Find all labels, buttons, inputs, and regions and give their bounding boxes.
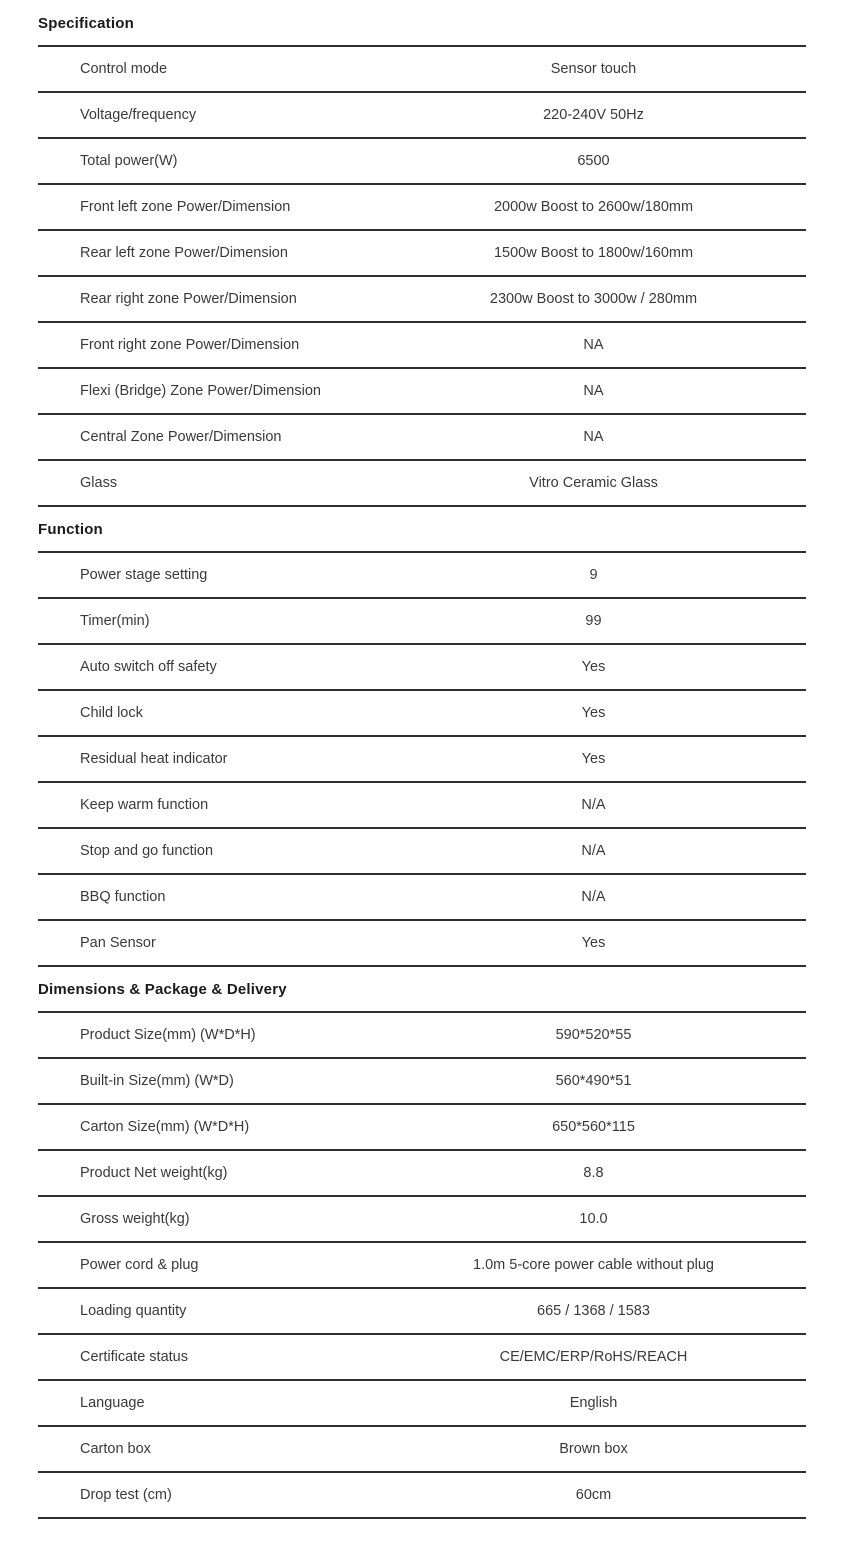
row-value: Yes bbox=[581, 659, 606, 675]
row-value: 60cm bbox=[575, 1487, 612, 1503]
table-row bbox=[38, 323, 806, 369]
row-label: Loading quantity bbox=[80, 1303, 187, 1319]
row-value: N/A bbox=[581, 889, 606, 905]
row-value: N/A bbox=[581, 843, 606, 859]
row-label: Residual heat indicator bbox=[80, 751, 228, 767]
row-label: Certificate status bbox=[80, 1349, 188, 1365]
row-value: English bbox=[569, 1395, 618, 1411]
row-value: 665 / 1368 / 1583 bbox=[537, 1303, 650, 1319]
row-label: Built-in Size(mm) (W*D) bbox=[80, 1073, 234, 1089]
row-label: Product Net weight(kg) bbox=[80, 1165, 228, 1181]
row-label: BBQ function bbox=[80, 889, 166, 905]
row-label: Front right zone Power/Dimension bbox=[80, 337, 300, 353]
table-row bbox=[38, 231, 806, 277]
row-value: Yes bbox=[581, 705, 606, 721]
table-row bbox=[38, 1151, 806, 1197]
table-row bbox=[38, 1105, 806, 1151]
row-value: Yes bbox=[581, 935, 606, 951]
row-value: 10.0 bbox=[579, 1211, 608, 1227]
row-label: Rear left zone Power/Dimension bbox=[80, 245, 288, 261]
row-label: Stop and go function bbox=[80, 843, 214, 859]
row-value: Yes bbox=[581, 751, 606, 767]
section-header: Specification bbox=[38, 1, 806, 47]
row-value: 9 bbox=[589, 567, 598, 583]
row-value: Sensor touch bbox=[550, 61, 637, 77]
row-label: Drop test (cm) bbox=[80, 1487, 172, 1503]
row-value: CE/EMC/ERP/RoHS/REACH bbox=[499, 1349, 688, 1365]
row-label: Auto switch off safety bbox=[80, 659, 217, 675]
row-label: Front left zone Power/Dimension bbox=[80, 199, 291, 215]
table-row bbox=[38, 277, 806, 323]
section-header: Dimensions & Package & Delivery bbox=[38, 967, 806, 1013]
table-row bbox=[38, 783, 806, 829]
row-value: 8.8 bbox=[583, 1165, 604, 1181]
row-value: 2000w Boost to 2600w/180mm bbox=[493, 199, 694, 215]
row-label: Timer(min) bbox=[80, 613, 150, 629]
row-label: Power stage setting bbox=[80, 567, 208, 583]
row-value: 590*520*55 bbox=[555, 1027, 632, 1043]
table-row bbox=[38, 185, 806, 231]
row-label: Flexi (Bridge) Zone Power/Dimension bbox=[80, 383, 321, 399]
table-row bbox=[38, 415, 806, 461]
table-row bbox=[38, 599, 806, 645]
row-label: Child lock bbox=[80, 705, 143, 721]
row-label: Control mode bbox=[80, 61, 168, 77]
table-row bbox=[38, 875, 806, 921]
row-label: Rear right zone Power/Dimension bbox=[80, 291, 297, 307]
row-value: NA bbox=[583, 429, 604, 445]
row-label: Carton Size(mm) (W*D*H) bbox=[80, 1119, 250, 1135]
row-label: Carton box bbox=[80, 1441, 151, 1457]
row-value: 2300w Boost to 3000w / 280mm bbox=[489, 291, 698, 307]
row-label: Total power(W) bbox=[80, 153, 178, 169]
table-row bbox=[38, 1197, 806, 1243]
row-value: Brown box bbox=[559, 1441, 628, 1457]
table-row bbox=[38, 47, 806, 93]
row-label: Gross weight(kg) bbox=[80, 1211, 190, 1227]
row-label: Pan Sensor bbox=[80, 935, 156, 951]
table-row bbox=[38, 461, 806, 507]
row-value: 1500w Boost to 1800w/160mm bbox=[493, 245, 694, 261]
row-value: NA bbox=[583, 383, 604, 399]
row-value: 6500 bbox=[577, 153, 610, 169]
row-value: N/A bbox=[581, 797, 606, 813]
table-row bbox=[38, 645, 806, 691]
table-row bbox=[38, 1335, 806, 1381]
table-row bbox=[38, 1427, 806, 1473]
row-value: NA bbox=[583, 337, 604, 353]
row-value: Vitro Ceramic Glass bbox=[529, 475, 658, 491]
table-row bbox=[38, 1013, 806, 1059]
table-row bbox=[38, 921, 806, 967]
table-row bbox=[38, 737, 806, 783]
table-row bbox=[38, 139, 806, 185]
row-value: 1.0m 5-core power cable without plug bbox=[473, 1257, 714, 1273]
table-row bbox=[38, 691, 806, 737]
row-value: 560*490*51 bbox=[555, 1073, 632, 1089]
row-value: 220-240V 50Hz bbox=[543, 107, 644, 123]
row-label: Central Zone Power/Dimension bbox=[80, 429, 282, 445]
table-row bbox=[38, 93, 806, 139]
spec-table bbox=[38, 1, 806, 1519]
row-value: 99 bbox=[585, 613, 602, 629]
table-row bbox=[38, 553, 806, 599]
row-label: Product Size(mm) (W*D*H) bbox=[80, 1027, 256, 1043]
row-label: Power cord & plug bbox=[80, 1257, 199, 1273]
table-row bbox=[38, 829, 806, 875]
table-row bbox=[38, 1473, 806, 1519]
table-row bbox=[38, 1059, 806, 1105]
table-row bbox=[38, 1381, 806, 1427]
row-label: Keep warm function bbox=[80, 797, 209, 813]
row-label: Glass bbox=[80, 475, 118, 491]
table-row bbox=[38, 1243, 806, 1289]
row-value: 650*560*115 bbox=[552, 1119, 635, 1135]
row-label: Voltage/frequency bbox=[80, 107, 197, 123]
section-header: Function bbox=[38, 507, 806, 553]
table-row bbox=[38, 1289, 806, 1335]
row-label: Language bbox=[80, 1395, 145, 1411]
table-row bbox=[38, 369, 806, 415]
